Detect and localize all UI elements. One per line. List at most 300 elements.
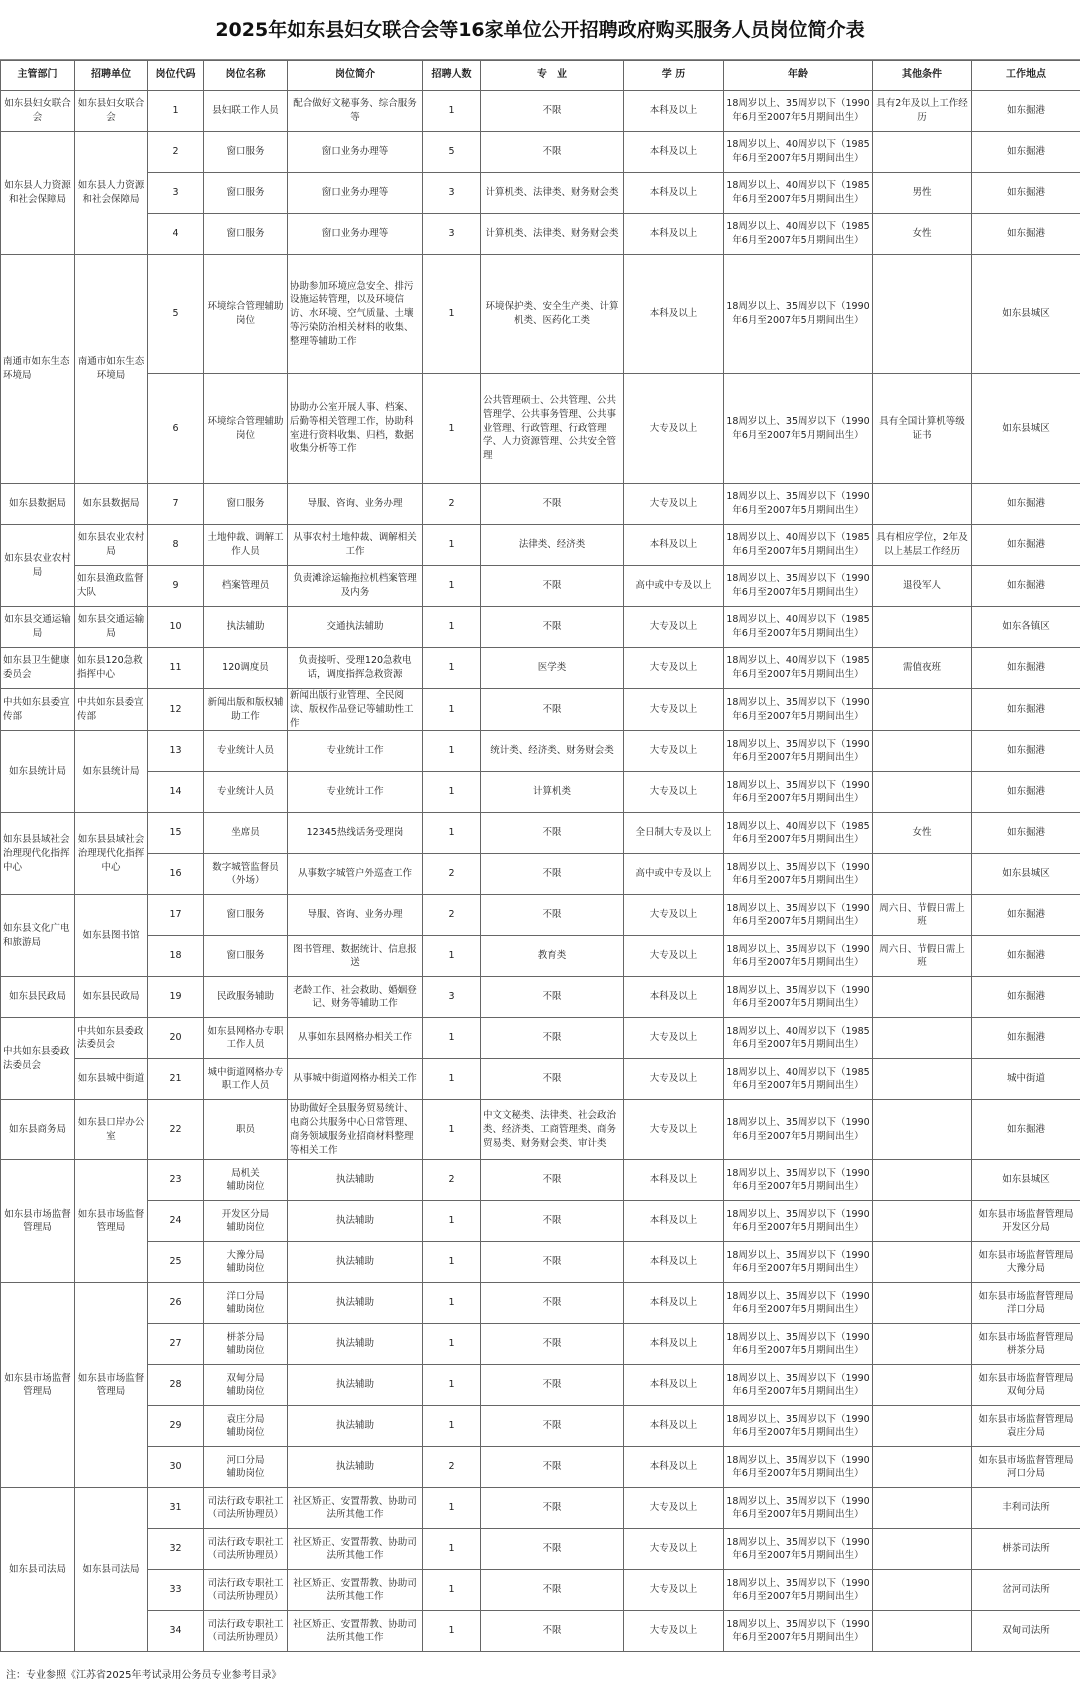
name-cell: 栟茶分局 辅助岗位 bbox=[204, 1324, 288, 1365]
desc-cell: 专业统计工作 bbox=[288, 731, 423, 772]
unit-cell: 如东县120急救指挥中心 bbox=[75, 648, 148, 689]
unit-cell: 中共如东县委政法委员会 bbox=[75, 1018, 148, 1059]
desc-cell: 协助参加环境应急安全、排污设施运转管理，以及环境信访、水环境、空气质量、土壤等污染防治相关材料的收集、整理等辅助工作 bbox=[288, 255, 423, 374]
other-cell bbox=[873, 1283, 972, 1324]
name-cell: 窗口服务 bbox=[204, 214, 288, 255]
major-cell: 不限 bbox=[481, 854, 624, 895]
table-row bbox=[1, 854, 1080, 895]
age-cell: 18周岁以上、35周岁以下（1990年6月至2007年5月期间出生） bbox=[724, 1160, 873, 1201]
loc-cell: 岔河司法所 bbox=[972, 1570, 1080, 1611]
major-cell: 法律类、经济类 bbox=[481, 525, 624, 566]
code-cell: 31 bbox=[148, 1488, 204, 1529]
edu-cell: 全日制大专及以上 bbox=[624, 813, 724, 854]
count-cell: 1 bbox=[423, 1324, 481, 1365]
dept-cell: 如东县农业农村局 bbox=[1, 525, 75, 607]
age-cell: 18周岁以上、40周岁以下（1985年6月至2007年5月期间出生） bbox=[724, 1018, 873, 1059]
count-cell: 1 bbox=[423, 607, 481, 648]
loc-cell: 如东掘港 bbox=[972, 214, 1080, 255]
table-row bbox=[1, 1570, 1080, 1611]
desc-cell: 协助做好全县服务贸易统计、电商公共服务中心日常管理、商务领域服务业招商材料整理等相关工作 bbox=[288, 1100, 423, 1160]
table-row bbox=[1, 1611, 1080, 1652]
header-count: 招聘人数 bbox=[423, 61, 481, 91]
name-cell: 司法行政专职社工（司法所协理员） bbox=[204, 1611, 288, 1652]
code-cell: 6 bbox=[148, 374, 204, 484]
count-cell: 1 bbox=[423, 648, 481, 689]
table-row bbox=[1, 173, 1080, 214]
name-cell: 袁庄分局 辅助岗位 bbox=[204, 1406, 288, 1447]
age-cell: 18周岁以上、35周岁以下（1990年6月至2007年5月期间出生） bbox=[724, 484, 873, 525]
edu-cell: 本科及以上 bbox=[624, 525, 724, 566]
code-cell: 8 bbox=[148, 525, 204, 566]
loc-cell: 如东掘港 bbox=[972, 977, 1080, 1018]
dept-cell: 如东县市场监督管理局 bbox=[1, 1283, 75, 1488]
other-cell: 退役军人 bbox=[873, 566, 972, 607]
unit-cell: 如东县民政局 bbox=[75, 977, 148, 1018]
unit-cell: 如东县数据局 bbox=[75, 484, 148, 525]
desc-cell: 从事城中街道网格办相关工作 bbox=[288, 1059, 423, 1100]
count-cell: 2 bbox=[423, 1160, 481, 1201]
count-cell: 1 bbox=[423, 1529, 481, 1570]
major-cell: 不限 bbox=[481, 1488, 624, 1529]
major-cell: 不限 bbox=[481, 1324, 624, 1365]
name-cell: 环境综合管理辅助岗位 bbox=[204, 374, 288, 484]
major-cell: 计算机类 bbox=[481, 772, 624, 813]
age-cell: 18周岁以上、35周岁以下（1990年6月至2007年5月期间出生） bbox=[724, 977, 873, 1018]
header-code: 岗位代码 bbox=[148, 61, 204, 91]
other-cell bbox=[873, 255, 972, 374]
count-cell: 1 bbox=[423, 1488, 481, 1529]
major-cell: 计算机类、法律类、财务财会类 bbox=[481, 173, 624, 214]
loc-cell: 如东掘港 bbox=[972, 813, 1080, 854]
loc-cell: 如东掘港 bbox=[972, 1100, 1080, 1160]
edu-cell: 大专及以上 bbox=[624, 895, 724, 936]
major-cell: 不限 bbox=[481, 895, 624, 936]
age-cell: 18周岁以上、35周岁以下（1990年6月至2007年5月期间出生） bbox=[724, 1100, 873, 1160]
code-cell: 10 bbox=[148, 607, 204, 648]
code-cell: 21 bbox=[148, 1059, 204, 1100]
other-cell bbox=[873, 1324, 972, 1365]
desc-cell: 执法辅助 bbox=[288, 1406, 423, 1447]
edu-cell: 本科及以上 bbox=[624, 214, 724, 255]
age-cell: 18周岁以上、40周岁以下（1985年6月至2007年5月期间出生） bbox=[724, 813, 873, 854]
major-cell: 统计类、经济类、财务财会类 bbox=[481, 731, 624, 772]
name-cell: 大豫分局 辅助岗位 bbox=[204, 1242, 288, 1283]
desc-cell: 窗口业务办理等 bbox=[288, 214, 423, 255]
code-cell: 29 bbox=[148, 1406, 204, 1447]
major-cell: 不限 bbox=[481, 484, 624, 525]
count-cell: 1 bbox=[423, 1201, 481, 1242]
loc-cell: 如东县市场监督管理局大豫分局 bbox=[972, 1242, 1080, 1283]
name-cell: 档案管理员 bbox=[204, 566, 288, 607]
name-cell: 局机关 辅助岗位 bbox=[204, 1160, 288, 1201]
code-cell: 11 bbox=[148, 648, 204, 689]
loc-cell: 如东掘港 bbox=[972, 731, 1080, 772]
count-cell: 1 bbox=[423, 1406, 481, 1447]
edu-cell: 本科及以上 bbox=[624, 1283, 724, 1324]
other-cell: 具有全国计算机等级证书 bbox=[873, 374, 972, 484]
loc-cell: 如东掘港 bbox=[972, 132, 1080, 173]
name-cell: 县妇联工作人员 bbox=[204, 91, 288, 132]
edu-cell: 大专及以上 bbox=[624, 1018, 724, 1059]
count-cell: 1 bbox=[423, 813, 481, 854]
edu-cell: 大专及以上 bbox=[624, 1570, 724, 1611]
unit-cell: 南通市如东生态环境局 bbox=[75, 255, 148, 484]
unit-cell: 如东县司法局 bbox=[75, 1488, 148, 1652]
code-cell: 14 bbox=[148, 772, 204, 813]
loc-cell: 栟茶司法所 bbox=[972, 1529, 1080, 1570]
code-cell: 28 bbox=[148, 1365, 204, 1406]
desc-cell: 12345热线话务受理岗 bbox=[288, 813, 423, 854]
age-cell: 18周岁以上、35周岁以下（1990年6月至2007年5月期间出生） bbox=[724, 1611, 873, 1652]
table-row bbox=[1, 1324, 1080, 1365]
unit-cell: 如东县渔政监督大队 bbox=[75, 566, 148, 607]
dept-cell: 如东县人力资源和社会保障局 bbox=[1, 132, 75, 255]
edu-cell: 本科及以上 bbox=[624, 1201, 724, 1242]
age-cell: 18周岁以上、35周岁以下（1990年6月至2007年5月期间出生） bbox=[724, 731, 873, 772]
major-cell: 计算机类、法律类、财务财会类 bbox=[481, 214, 624, 255]
other-cell bbox=[873, 1242, 972, 1283]
age-cell: 18周岁以上、40周岁以下（1985年6月至2007年5月期间出生） bbox=[724, 214, 873, 255]
edu-cell: 本科及以上 bbox=[624, 1447, 724, 1488]
count-cell: 1 bbox=[423, 1242, 481, 1283]
count-cell: 1 bbox=[423, 1283, 481, 1324]
other-cell bbox=[873, 772, 972, 813]
desc-cell: 执法辅助 bbox=[288, 1365, 423, 1406]
table-row bbox=[1, 484, 1080, 525]
other-cell bbox=[873, 977, 972, 1018]
name-cell: 开发区分局 辅助岗位 bbox=[204, 1201, 288, 1242]
age-cell: 18周岁以上、40周岁以下（1985年6月至2007年5月期间出生） bbox=[724, 173, 873, 214]
other-cell bbox=[873, 1018, 972, 1059]
major-cell: 医学类 bbox=[481, 648, 624, 689]
code-cell: 20 bbox=[148, 1018, 204, 1059]
code-cell: 25 bbox=[148, 1242, 204, 1283]
code-cell: 13 bbox=[148, 731, 204, 772]
age-cell: 18周岁以上、35周岁以下（1990年6月至2007年5月期间出生） bbox=[724, 1447, 873, 1488]
desc-cell: 导服、咨询、业务办理 bbox=[288, 895, 423, 936]
table-row bbox=[1, 977, 1080, 1018]
header-age: 年龄 bbox=[724, 61, 873, 91]
name-cell: 窗口服务 bbox=[204, 936, 288, 977]
table-row bbox=[1, 1488, 1080, 1529]
edu-cell: 大专及以上 bbox=[624, 689, 724, 731]
name-cell: 双甸分局 辅助岗位 bbox=[204, 1365, 288, 1406]
unit-cell: 如东县市场监督管理局 bbox=[75, 1160, 148, 1283]
desc-cell: 图书管理、数据统计、信息报送 bbox=[288, 936, 423, 977]
age-cell: 18周岁以上、40周岁以下（1985年6月至2007年5月期间出生） bbox=[724, 1059, 873, 1100]
desc-cell: 社区矫正、安置帮教、协助司法所其他工作 bbox=[288, 1570, 423, 1611]
major-cell: 不限 bbox=[481, 1160, 624, 1201]
positions-table bbox=[0, 60, 1080, 1652]
edu-cell: 大专及以上 bbox=[624, 374, 724, 484]
major-cell: 不限 bbox=[481, 1406, 624, 1447]
other-cell: 女性 bbox=[873, 813, 972, 854]
dept-cell: 如东县妇女联合会 bbox=[1, 91, 75, 132]
major-cell: 公共管理硕士、公共管理、公共管理学、公共事务管理、公共事业管理、行政管理、行政管理学、人力资源管理、公共安全管理 bbox=[481, 374, 624, 484]
edu-cell: 本科及以上 bbox=[624, 1160, 724, 1201]
dept-cell: 如东县卫生健康委员会 bbox=[1, 648, 75, 689]
age-cell: 18周岁以上、35周岁以下（1990年6月至2007年5月期间出生） bbox=[724, 1324, 873, 1365]
edu-cell: 本科及以上 bbox=[624, 1242, 724, 1283]
loc-cell: 如东掘港 bbox=[972, 525, 1080, 566]
other-cell bbox=[873, 1447, 972, 1488]
name-cell: 司法行政专职社工（司法所协理员） bbox=[204, 1488, 288, 1529]
major-cell: 不限 bbox=[481, 1242, 624, 1283]
name-cell: 新闻出版和版权辅助工作 bbox=[204, 689, 288, 731]
loc-cell: 如东掘港 bbox=[972, 1018, 1080, 1059]
other-cell bbox=[873, 1059, 972, 1100]
loc-cell: 如东掘港 bbox=[972, 936, 1080, 977]
desc-cell: 执法辅助 bbox=[288, 1324, 423, 1365]
name-cell: 窗口服务 bbox=[204, 484, 288, 525]
unit-cell: 如东县图书馆 bbox=[75, 895, 148, 977]
count-cell: 1 bbox=[423, 1100, 481, 1160]
desc-cell: 负责接听、受理120急救电话，调度指挥急救资源 bbox=[288, 648, 423, 689]
age-cell: 18周岁以上、35周岁以下（1990年6月至2007年5月期间出生） bbox=[724, 91, 873, 132]
unit-cell: 如东县农业农村局 bbox=[75, 525, 148, 566]
code-cell: 17 bbox=[148, 895, 204, 936]
dept-cell: 如东县县域社会治理现代化指挥中心 bbox=[1, 813, 75, 895]
name-cell: 120调度员 bbox=[204, 648, 288, 689]
other-cell bbox=[873, 484, 972, 525]
table-row bbox=[1, 936, 1080, 977]
edu-cell: 大专及以上 bbox=[624, 772, 724, 813]
code-cell: 22 bbox=[148, 1100, 204, 1160]
count-cell: 1 bbox=[423, 689, 481, 731]
edu-cell: 本科及以上 bbox=[624, 1324, 724, 1365]
other-cell bbox=[873, 689, 972, 731]
edu-cell: 本科及以上 bbox=[624, 1406, 724, 1447]
desc-cell: 执法辅助 bbox=[288, 1242, 423, 1283]
loc-cell: 如东县城区 bbox=[972, 854, 1080, 895]
name-cell: 如东县网格办专职工作人员 bbox=[204, 1018, 288, 1059]
other-cell bbox=[873, 1201, 972, 1242]
loc-cell: 如东掘港 bbox=[972, 173, 1080, 214]
count-cell: 1 bbox=[423, 936, 481, 977]
code-cell: 24 bbox=[148, 1201, 204, 1242]
count-cell: 3 bbox=[423, 214, 481, 255]
age-cell: 18周岁以上、35周岁以下（1990年6月至2007年5月期间出生） bbox=[724, 374, 873, 484]
count-cell: 2 bbox=[423, 1447, 481, 1488]
loc-cell: 如东掘港 bbox=[972, 484, 1080, 525]
edu-cell: 大专及以上 bbox=[624, 1059, 724, 1100]
code-cell: 1 bbox=[148, 91, 204, 132]
major-cell: 教育类 bbox=[481, 936, 624, 977]
code-cell: 4 bbox=[148, 214, 204, 255]
desc-cell: 窗口业务办理等 bbox=[288, 132, 423, 173]
dept-cell: 如东县民政局 bbox=[1, 977, 75, 1018]
code-cell: 27 bbox=[148, 1324, 204, 1365]
code-cell: 3 bbox=[148, 173, 204, 214]
count-cell: 3 bbox=[423, 173, 481, 214]
other-cell: 具有相应学位，2年及以上基层工作经历 bbox=[873, 525, 972, 566]
header-major: 专 业 bbox=[481, 61, 624, 91]
table-row bbox=[1, 374, 1080, 484]
desc-cell: 交通执法辅助 bbox=[288, 607, 423, 648]
major-cell: 中文文秘类、法律类、社会政治类、经济类、工商管理类、商务贸易类、财务财会类、审计类 bbox=[481, 1100, 624, 1160]
age-cell: 18周岁以上、35周岁以下（1990年6月至2007年5月期间出生） bbox=[724, 772, 873, 813]
other-cell bbox=[873, 731, 972, 772]
major-cell: 不限 bbox=[481, 977, 624, 1018]
code-cell: 7 bbox=[148, 484, 204, 525]
count-cell: 1 bbox=[423, 374, 481, 484]
code-cell: 9 bbox=[148, 566, 204, 607]
footnote: 注：专业参照《江苏省2025年考试录用公务员专业参考目录》 bbox=[6, 1670, 282, 1681]
table-header-row bbox=[1, 61, 1080, 91]
edu-cell: 大专及以上 bbox=[624, 1529, 724, 1570]
code-cell: 16 bbox=[148, 854, 204, 895]
table-row bbox=[1, 214, 1080, 255]
name-cell: 司法行政专职社工（司法所协理员） bbox=[204, 1529, 288, 1570]
edu-cell: 本科及以上 bbox=[624, 173, 724, 214]
name-cell: 城中街道网格办专职工作人员 bbox=[204, 1059, 288, 1100]
major-cell: 不限 bbox=[481, 1529, 624, 1570]
code-cell: 12 bbox=[148, 689, 204, 731]
loc-cell: 如东县市场监督管理局河口分局 bbox=[972, 1447, 1080, 1488]
edu-cell: 本科及以上 bbox=[624, 977, 724, 1018]
table-row bbox=[1, 1406, 1080, 1447]
header-loc: 工作地点 bbox=[972, 61, 1080, 91]
edu-cell: 本科及以上 bbox=[624, 1365, 724, 1406]
loc-cell: 如东掘港 bbox=[972, 566, 1080, 607]
desc-cell: 社区矫正、安置帮教、协助司法所其他工作 bbox=[288, 1611, 423, 1652]
major-cell: 不限 bbox=[481, 1447, 624, 1488]
loc-cell: 双甸司法所 bbox=[972, 1611, 1080, 1652]
count-cell: 1 bbox=[423, 566, 481, 607]
other-cell: 需值夜班 bbox=[873, 648, 972, 689]
age-cell: 18周岁以上、35周岁以下（1990年6月至2007年5月期间出生） bbox=[724, 936, 873, 977]
name-cell: 窗口服务 bbox=[204, 132, 288, 173]
desc-cell: 老龄工作、社会救助、婚姻登记、财务等辅助工作 bbox=[288, 977, 423, 1018]
age-cell: 18周岁以上、40周岁以下（1985年6月至2007年5月期间出生） bbox=[724, 607, 873, 648]
other-cell bbox=[873, 1365, 972, 1406]
dept-cell: 如东县商务局 bbox=[1, 1100, 75, 1160]
desc-cell: 专业统计工作 bbox=[288, 772, 423, 813]
header-name: 岗位名称 bbox=[204, 61, 288, 91]
unit-cell: 中共如东县委宣传部 bbox=[75, 689, 148, 731]
edu-cell: 大专及以上 bbox=[624, 1100, 724, 1160]
loc-cell: 如东县城区 bbox=[972, 374, 1080, 484]
table-row bbox=[1, 1018, 1080, 1059]
major-cell: 不限 bbox=[481, 1059, 624, 1100]
header-unit: 招聘单位 bbox=[75, 61, 148, 91]
count-cell: 3 bbox=[423, 977, 481, 1018]
dept-cell: 如东县司法局 bbox=[1, 1488, 75, 1652]
header-desc: 岗位简介 bbox=[288, 61, 423, 91]
loc-cell: 丰利司法所 bbox=[972, 1488, 1080, 1529]
edu-cell: 大专及以上 bbox=[624, 1488, 724, 1529]
desc-cell: 执法辅助 bbox=[288, 1160, 423, 1201]
other-cell bbox=[873, 1100, 972, 1160]
code-cell: 33 bbox=[148, 1570, 204, 1611]
age-cell: 18周岁以上、40周岁以下（1985年6月至2007年5月期间出生） bbox=[724, 525, 873, 566]
table-row bbox=[1, 1529, 1080, 1570]
unit-cell: 如东县人力资源和社会保障局 bbox=[75, 132, 148, 255]
major-cell: 不限 bbox=[481, 607, 624, 648]
table-row bbox=[1, 648, 1080, 689]
name-cell: 窗口服务 bbox=[204, 173, 288, 214]
table-row bbox=[1, 607, 1080, 648]
header-other: 其他条件 bbox=[873, 61, 972, 91]
loc-cell: 如东县市场监督管理局洋口分局 bbox=[972, 1283, 1080, 1324]
count-cell: 1 bbox=[423, 772, 481, 813]
code-cell: 19 bbox=[148, 977, 204, 1018]
edu-cell: 本科及以上 bbox=[624, 132, 724, 173]
age-cell: 18周岁以上、35周岁以下（1990年6月至2007年5月期间出生） bbox=[724, 895, 873, 936]
major-cell: 不限 bbox=[481, 132, 624, 173]
name-cell: 民政服务辅助 bbox=[204, 977, 288, 1018]
table-row bbox=[1, 255, 1080, 374]
name-cell: 窗口服务 bbox=[204, 895, 288, 936]
edu-cell: 大专及以上 bbox=[624, 484, 724, 525]
other-cell bbox=[873, 1406, 972, 1447]
major-cell: 不限 bbox=[481, 1365, 624, 1406]
desc-cell: 协助办公室开展人事、档案、后勤等相关管理工作，协助科室进行资料收集、归档，数据收集分析等工作 bbox=[288, 374, 423, 484]
table-row bbox=[1, 731, 1080, 772]
name-cell: 河口分局 辅助岗位 bbox=[204, 1447, 288, 1488]
other-cell bbox=[873, 1160, 972, 1201]
name-cell: 司法行政专职社工（司法所协理员） bbox=[204, 1570, 288, 1611]
count-cell: 1 bbox=[423, 1365, 481, 1406]
loc-cell: 如东县市场监督管理局袁庄分局 bbox=[972, 1406, 1080, 1447]
other-cell bbox=[873, 1529, 972, 1570]
table-row bbox=[1, 1447, 1080, 1488]
other-cell: 女性 bbox=[873, 214, 972, 255]
dept-cell: 南通市如东生态环境局 bbox=[1, 255, 75, 484]
page-title: 2025年如东县妇女联合会等16家单位公开招聘政府购买服务人员岗位简介表 bbox=[0, 0, 1080, 60]
code-cell: 32 bbox=[148, 1529, 204, 1570]
edu-cell: 高中或中专及以上 bbox=[624, 854, 724, 895]
age-cell: 18周岁以上、35周岁以下（1990年6月至2007年5月期间出生） bbox=[724, 854, 873, 895]
name-cell: 专业统计人员 bbox=[204, 772, 288, 813]
code-cell: 26 bbox=[148, 1283, 204, 1324]
unit-cell: 如东县妇女联合会 bbox=[75, 91, 148, 132]
header-edu: 学 历 bbox=[624, 61, 724, 91]
other-cell bbox=[873, 132, 972, 173]
major-cell: 环境保护类、安全生产类、计算机类、医药化工类 bbox=[481, 255, 624, 374]
unit-cell: 如东县交通运输局 bbox=[75, 607, 148, 648]
count-cell: 2 bbox=[423, 484, 481, 525]
dept-cell: 如东县数据局 bbox=[1, 484, 75, 525]
major-cell: 不限 bbox=[481, 1570, 624, 1611]
dept-cell: 如东县文化广电和旅游局 bbox=[1, 895, 75, 977]
desc-cell: 从事如东县网格办相关工作 bbox=[288, 1018, 423, 1059]
age-cell: 18周岁以上、35周岁以下（1990年6月至2007年5月期间出生） bbox=[724, 566, 873, 607]
age-cell: 18周岁以上、35周岁以下（1990年6月至2007年5月期间出生） bbox=[724, 1488, 873, 1529]
dept-cell: 如东县交通运输局 bbox=[1, 607, 75, 648]
other-cell bbox=[873, 1570, 972, 1611]
major-cell: 不限 bbox=[481, 566, 624, 607]
edu-cell: 大专及以上 bbox=[624, 731, 724, 772]
count-cell: 1 bbox=[423, 91, 481, 132]
code-cell: 23 bbox=[148, 1160, 204, 1201]
table-row bbox=[1, 132, 1080, 173]
count-cell: 1 bbox=[423, 255, 481, 374]
other-cell bbox=[873, 607, 972, 648]
unit-cell: 如东县口岸办公室 bbox=[75, 1100, 148, 1160]
code-cell: 2 bbox=[148, 132, 204, 173]
major-cell: 不限 bbox=[481, 1018, 624, 1059]
other-cell: 周六日、节假日需上班 bbox=[873, 936, 972, 977]
count-cell: 1 bbox=[423, 1611, 481, 1652]
desc-cell: 社区矫正、安置帮教、协助司法所其他工作 bbox=[288, 1529, 423, 1570]
name-cell: 数字城管监督员（外场） bbox=[204, 854, 288, 895]
edu-cell: 大专及以上 bbox=[624, 936, 724, 977]
table-row bbox=[1, 1242, 1080, 1283]
desc-cell: 执法辅助 bbox=[288, 1447, 423, 1488]
major-cell: 不限 bbox=[481, 91, 624, 132]
loc-cell: 如东掘港 bbox=[972, 772, 1080, 813]
